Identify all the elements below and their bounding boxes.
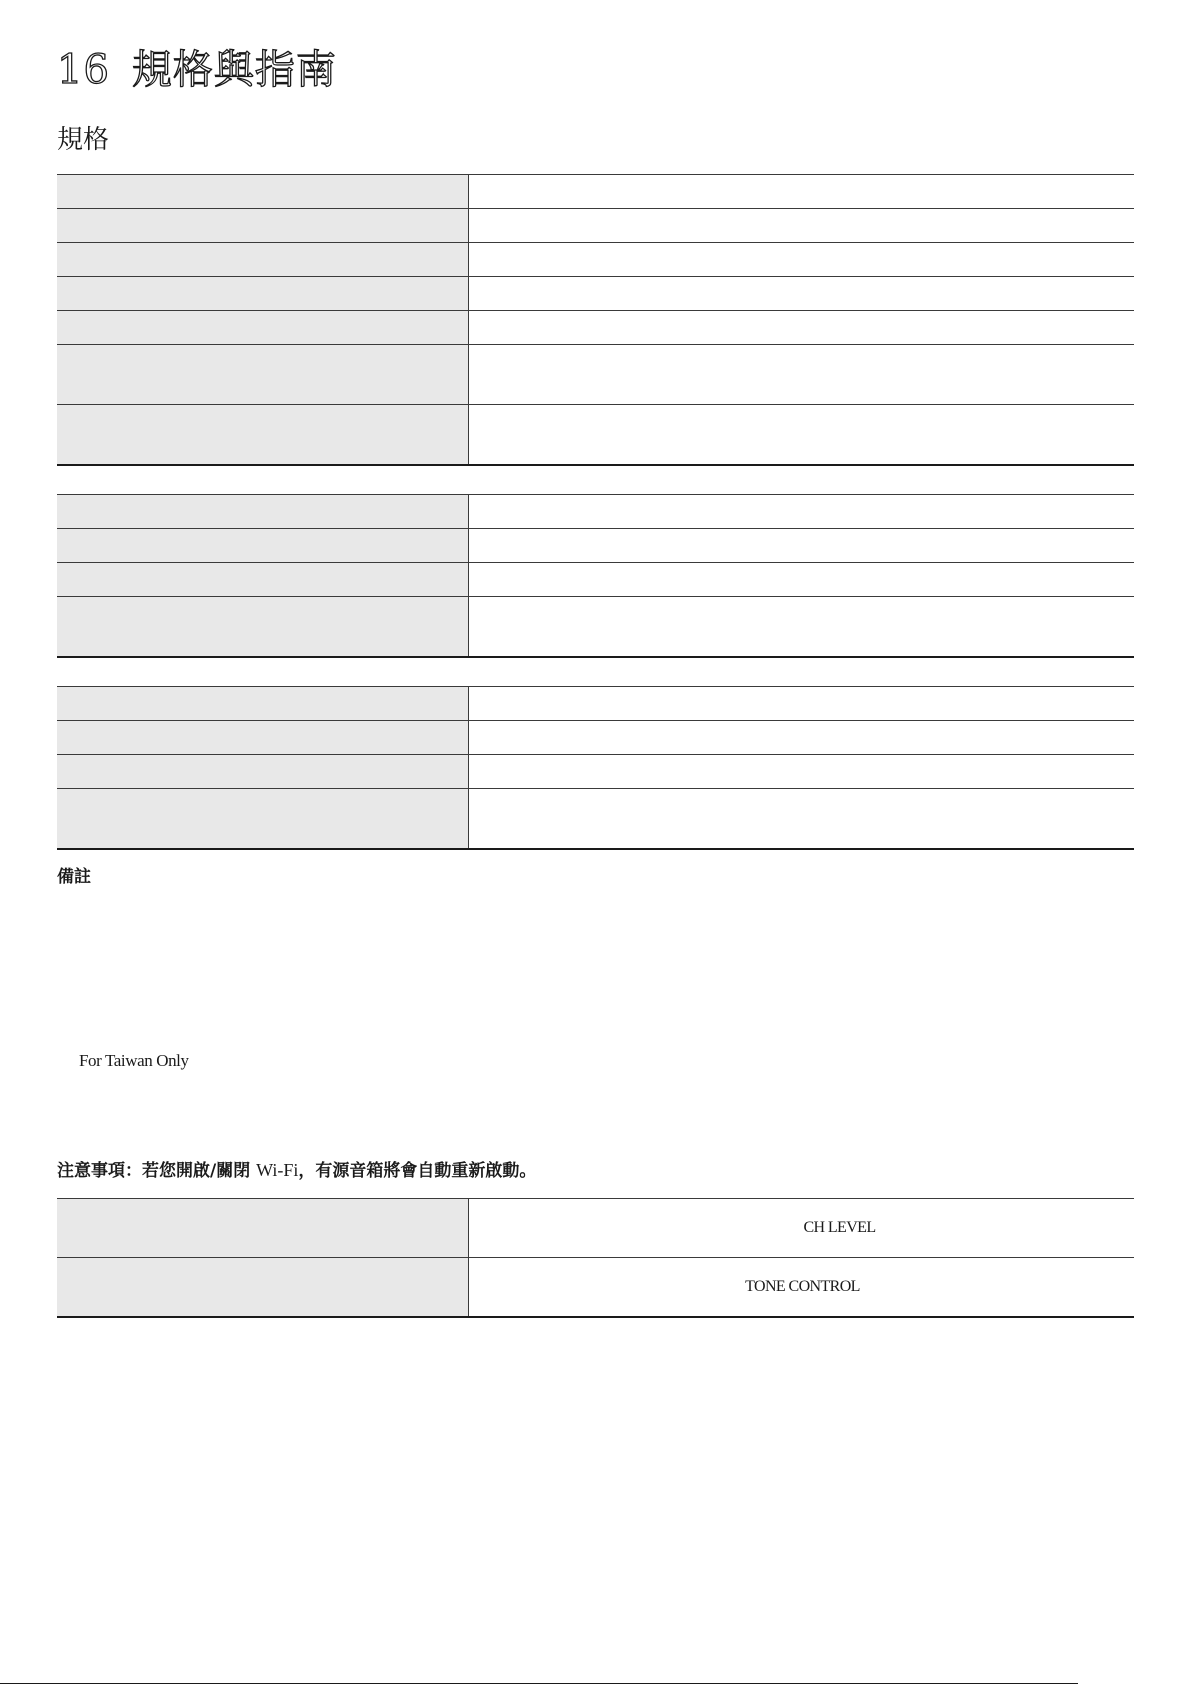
spec-value <box>469 209 1135 243</box>
spec-table-general <box>57 174 1134 466</box>
spec-label <box>57 243 469 277</box>
table-row <box>57 1258 1134 1318</box>
notes-heading: 備註 <box>57 867 91 887</box>
taiwan-only-note: For Taiwan Only <box>79 1051 189 1070</box>
caution-text-before: 注意事項：若您開啟/關閉 <box>57 1161 257 1181</box>
table-row <box>57 789 1134 850</box>
table-row <box>57 687 1134 721</box>
section-heading: 規格 <box>57 125 110 155</box>
spec-label <box>57 345 469 405</box>
table-row <box>57 529 1134 563</box>
spec-value <box>469 243 1135 277</box>
spec-label <box>57 311 469 345</box>
ch-level-value: CH LEVEL <box>803 1219 876 1236</box>
setting-label <box>57 1199 469 1258</box>
table-row <box>57 495 1134 529</box>
table-row <box>57 277 1134 311</box>
chapter-number: 16 <box>57 47 110 93</box>
setting-label <box>57 1258 469 1318</box>
table-row <box>57 209 1134 243</box>
spec-value <box>469 405 1135 466</box>
page-title <box>57 46 337 94</box>
spec-value <box>469 687 1135 721</box>
settings-table <box>57 1198 1134 1318</box>
spec-label <box>57 597 469 658</box>
table-row <box>57 175 1134 209</box>
table-row <box>57 243 1134 277</box>
table-row <box>57 311 1134 345</box>
spec-label <box>57 755 469 789</box>
table-row <box>57 721 1134 755</box>
table-row <box>57 345 1134 405</box>
spec-label <box>57 563 469 597</box>
spec-value <box>469 755 1135 789</box>
spec-value <box>469 563 1135 597</box>
spec-value <box>469 529 1135 563</box>
caution-wifi-term: Wi-Fi <box>256 1160 299 1180</box>
spec-value <box>469 345 1135 405</box>
tone-control-value: TONE CONTROL <box>745 1278 860 1295</box>
footer-rule <box>0 1683 1078 1684</box>
spec-value <box>469 721 1135 755</box>
spec-label <box>57 687 469 721</box>
spec-value <box>469 175 1135 209</box>
spec-table-wireless <box>57 686 1134 850</box>
spec-value <box>469 597 1135 658</box>
spec-label <box>57 277 469 311</box>
spec-label <box>57 209 469 243</box>
spec-value <box>469 495 1135 529</box>
spec-value <box>469 311 1135 345</box>
table-row <box>57 755 1134 789</box>
spec-table-network <box>57 494 1134 658</box>
setting-value-cell <box>469 1258 1135 1318</box>
spec-label <box>57 529 469 563</box>
table-row <box>57 405 1134 466</box>
spec-label <box>57 405 469 466</box>
spec-label <box>57 175 469 209</box>
spec-value <box>469 789 1135 850</box>
spec-label <box>57 495 469 529</box>
table-row <box>57 563 1134 597</box>
caution-text-after: ，有源音箱將會自動重新啟動。 <box>298 1161 537 1181</box>
setting-value-cell <box>469 1199 1135 1258</box>
table-row <box>57 1199 1134 1258</box>
table-row <box>57 597 1134 658</box>
spec-label <box>57 721 469 755</box>
spec-value <box>469 277 1135 311</box>
wifi-caution-note <box>57 1158 536 1183</box>
chapter-title: 規格與指南 <box>131 47 337 93</box>
spec-label <box>57 789 469 850</box>
